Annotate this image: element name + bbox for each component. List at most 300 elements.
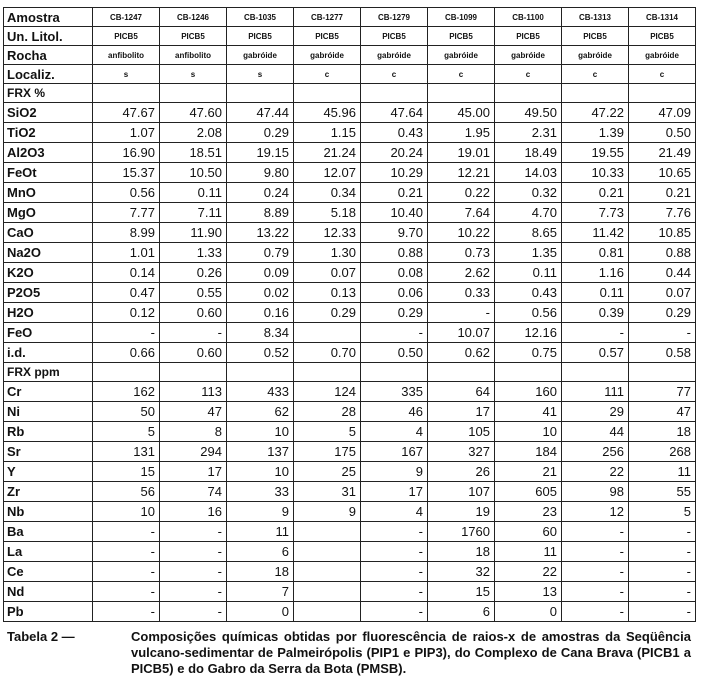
section-empty-cell <box>227 363 294 382</box>
header-row <box>4 65 696 84</box>
table-row <box>4 223 696 243</box>
value-cell: 14.03 <box>495 163 562 183</box>
value-cell: 0.26 <box>160 263 227 283</box>
value-cell: 25 <box>294 462 361 482</box>
header-cell: gabróide <box>629 46 696 65</box>
value-cell: 131 <box>93 442 160 462</box>
value-cell: 17 <box>160 462 227 482</box>
value-cell: - <box>629 602 696 622</box>
header-label: Localiz. <box>4 65 93 84</box>
value-cell: 64 <box>428 382 495 402</box>
value-cell: 1.01 <box>93 243 160 263</box>
value-cell: 0.21 <box>562 183 629 203</box>
row-label: Ni <box>4 402 93 422</box>
row-label: MnO <box>4 183 93 203</box>
value-cell: 0.09 <box>227 263 294 283</box>
value-cell: 0.66 <box>93 343 160 363</box>
section-empty-cell <box>428 363 495 382</box>
value-cell: 0.11 <box>160 183 227 203</box>
value-cell: 8.89 <box>227 203 294 223</box>
value-cell: - <box>562 323 629 343</box>
row-label: Ce <box>4 562 93 582</box>
value-cell: 0.50 <box>361 343 428 363</box>
table-row <box>4 402 696 422</box>
value-cell: 11 <box>227 522 294 542</box>
value-cell: 47 <box>160 402 227 422</box>
value-cell: 0.22 <box>428 183 495 203</box>
value-cell: 26 <box>428 462 495 482</box>
value-cell: 11.42 <box>562 223 629 243</box>
value-cell: 0.81 <box>562 243 629 263</box>
header-cell: c <box>428 65 495 84</box>
value-cell: 0.79 <box>227 243 294 263</box>
caption-text: Composições químicas obtidas por fluorescência de raios-x de amostras da Seqüência vulcano-sedimentar de Palmeirópolis (PIP1 e PIP3), do Complexo de Cana Brava (PICB1 a PICB5) e do Gabro da Serra da Bota (PMSB). <box>131 629 691 676</box>
header-cell: CB-1247 <box>93 8 160 27</box>
row-label: Pb <box>4 602 93 622</box>
row-label: CaO <box>4 223 93 243</box>
header-cell: PICB5 <box>160 27 227 46</box>
value-cell: 47.60 <box>160 103 227 123</box>
value-cell: 6 <box>227 542 294 562</box>
value-cell: 9 <box>294 502 361 522</box>
value-cell: 0.14 <box>93 263 160 283</box>
value-cell: 4 <box>361 502 428 522</box>
table-row <box>4 283 696 303</box>
value-cell: - <box>629 582 696 602</box>
value-cell: 1.07 <box>93 123 160 143</box>
value-cell: 74 <box>160 482 227 502</box>
row-label: Zr <box>4 482 93 502</box>
value-cell: 0.29 <box>227 123 294 143</box>
table-row <box>4 422 696 442</box>
value-cell: 21.49 <box>629 143 696 163</box>
value-cell: 18 <box>428 542 495 562</box>
value-cell: 33 <box>227 482 294 502</box>
value-cell: 0.29 <box>294 303 361 323</box>
value-cell: 44 <box>562 422 629 442</box>
header-cell: CB-1100 <box>495 8 562 27</box>
row-label: TiO2 <box>4 123 93 143</box>
section-empty-cell <box>629 84 696 103</box>
header-cell: CB-1246 <box>160 8 227 27</box>
row-label: Y <box>4 462 93 482</box>
section-empty-cell <box>361 363 428 382</box>
section-empty-cell <box>294 363 361 382</box>
value-cell: 9 <box>361 462 428 482</box>
value-cell: - <box>93 522 160 542</box>
value-cell: 47.64 <box>361 103 428 123</box>
value-cell: - <box>160 542 227 562</box>
value-cell: 49.50 <box>495 103 562 123</box>
value-cell: 10.07 <box>428 323 495 343</box>
value-cell: 0.50 <box>629 123 696 143</box>
value-cell: 45.00 <box>428 103 495 123</box>
table-caption <box>7 629 697 677</box>
value-cell: 47.22 <box>562 103 629 123</box>
value-cell: 0.21 <box>361 183 428 203</box>
value-cell: 10.50 <box>160 163 227 183</box>
value-cell: 0.56 <box>93 183 160 203</box>
value-cell: - <box>93 582 160 602</box>
value-cell: 56 <box>93 482 160 502</box>
value-cell: 21 <box>495 462 562 482</box>
header-row <box>4 27 696 46</box>
value-cell: 19.55 <box>562 143 629 163</box>
header-cell: CB-1279 <box>361 8 428 27</box>
value-cell: - <box>562 602 629 622</box>
value-cell: 8 <box>160 422 227 442</box>
value-cell: 12 <box>562 502 629 522</box>
value-cell: - <box>93 562 160 582</box>
row-label: SiO2 <box>4 103 93 123</box>
value-cell: 10.33 <box>562 163 629 183</box>
value-cell: 0.47 <box>93 283 160 303</box>
value-cell: - <box>160 323 227 343</box>
value-cell <box>294 542 361 562</box>
value-cell: 23 <box>495 502 562 522</box>
value-cell: 47.67 <box>93 103 160 123</box>
value-cell: 13.22 <box>227 223 294 243</box>
value-cell: - <box>629 562 696 582</box>
header-cell: gabróide <box>495 46 562 65</box>
value-cell: 0.88 <box>629 243 696 263</box>
table-row <box>4 203 696 223</box>
header-cell: anfibolito <box>93 46 160 65</box>
value-cell: 4 <box>361 422 428 442</box>
value-cell: 0.16 <box>227 303 294 323</box>
header-cell: PICB5 <box>361 27 428 46</box>
value-cell: 12.21 <box>428 163 495 183</box>
value-cell: 15.37 <box>93 163 160 183</box>
value-cell: 4.70 <box>495 203 562 223</box>
value-cell: 0.56 <box>495 303 562 323</box>
value-cell: 335 <box>361 382 428 402</box>
value-cell: 162 <box>93 382 160 402</box>
row-label: P2O5 <box>4 283 93 303</box>
value-cell: 0.08 <box>361 263 428 283</box>
value-cell: 16 <box>160 502 227 522</box>
section-empty-cell <box>227 84 294 103</box>
header-label: Rocha <box>4 46 93 65</box>
value-cell: 19.15 <box>227 143 294 163</box>
value-cell: 0.57 <box>562 343 629 363</box>
value-cell: 47.44 <box>227 103 294 123</box>
value-cell: 7.11 <box>160 203 227 223</box>
value-cell: 0.32 <box>495 183 562 203</box>
table-row <box>4 502 696 522</box>
value-cell: 7.77 <box>93 203 160 223</box>
value-cell: - <box>562 542 629 562</box>
value-cell: 0 <box>495 602 562 622</box>
value-cell: 22 <box>562 462 629 482</box>
table-row <box>4 542 696 562</box>
value-cell: 0.06 <box>361 283 428 303</box>
header-cell: gabróide <box>294 46 361 65</box>
value-cell: 1.35 <box>495 243 562 263</box>
header-cell: CB-1313 <box>562 8 629 27</box>
table-row <box>4 243 696 263</box>
value-cell: 0.11 <box>495 263 562 283</box>
section-empty-cell <box>93 363 160 382</box>
value-cell: 0.07 <box>294 263 361 283</box>
value-cell: 10.22 <box>428 223 495 243</box>
value-cell: 45.96 <box>294 103 361 123</box>
value-cell: 9.80 <box>227 163 294 183</box>
value-cell: - <box>93 323 160 343</box>
value-cell: 433 <box>227 382 294 402</box>
value-cell: 0.60 <box>160 343 227 363</box>
value-cell: - <box>361 542 428 562</box>
row-label: i.d. <box>4 343 93 363</box>
value-cell: 16.90 <box>93 143 160 163</box>
value-cell: 98 <box>562 482 629 502</box>
table-row <box>4 582 696 602</box>
value-cell <box>294 323 361 343</box>
row-label: Na2O <box>4 243 93 263</box>
value-cell: 11 <box>629 462 696 482</box>
value-cell: 0.13 <box>294 283 361 303</box>
header-cell: CB-1035 <box>227 8 294 27</box>
value-cell: 0.52 <box>227 343 294 363</box>
value-cell: - <box>361 562 428 582</box>
value-cell: 18.51 <box>160 143 227 163</box>
value-cell: 17 <box>428 402 495 422</box>
header-cell: PICB5 <box>227 27 294 46</box>
table-row <box>4 143 696 163</box>
section-empty-cell <box>294 84 361 103</box>
value-cell: - <box>93 602 160 622</box>
value-cell: 18 <box>629 422 696 442</box>
table-row <box>4 462 696 482</box>
value-cell: 21.24 <box>294 143 361 163</box>
header-cell: c <box>294 65 361 84</box>
value-cell: 19 <box>428 502 495 522</box>
value-cell: 1.95 <box>428 123 495 143</box>
header-cell: PICB5 <box>93 27 160 46</box>
header-cell: PICB5 <box>428 27 495 46</box>
header-cell: CB-1314 <box>629 8 696 27</box>
value-cell <box>294 582 361 602</box>
section-empty-cell <box>428 84 495 103</box>
value-cell: 0.12 <box>93 303 160 323</box>
value-cell: - <box>361 522 428 542</box>
section-row <box>4 363 696 382</box>
value-cell: 0.62 <box>428 343 495 363</box>
value-cell: 10 <box>227 462 294 482</box>
value-cell: 0.43 <box>361 123 428 143</box>
value-cell: - <box>629 522 696 542</box>
section-empty-cell <box>562 363 629 382</box>
value-cell: 8.99 <box>93 223 160 243</box>
table-row <box>4 382 696 402</box>
section-title: FRX % <box>4 84 93 103</box>
value-cell <box>294 522 361 542</box>
value-cell: 55 <box>629 482 696 502</box>
value-cell: 2.31 <box>495 123 562 143</box>
value-cell: 1.33 <box>160 243 227 263</box>
value-cell: - <box>562 582 629 602</box>
value-cell: 1.16 <box>562 263 629 283</box>
table-row <box>4 442 696 462</box>
value-cell: 8.34 <box>227 323 294 343</box>
value-cell: 111 <box>562 382 629 402</box>
value-cell: - <box>562 522 629 542</box>
section-empty-cell <box>361 84 428 103</box>
value-cell: 0.58 <box>629 343 696 363</box>
value-cell: - <box>361 582 428 602</box>
value-cell: - <box>629 542 696 562</box>
header-row <box>4 8 696 27</box>
value-cell: 0.29 <box>361 303 428 323</box>
value-cell: 0.33 <box>428 283 495 303</box>
value-cell: 124 <box>294 382 361 402</box>
value-cell: 10 <box>93 502 160 522</box>
value-cell: 2.62 <box>428 263 495 283</box>
header-cell: c <box>495 65 562 84</box>
value-cell: 10 <box>227 422 294 442</box>
value-cell: 29 <box>562 402 629 422</box>
value-cell: 46 <box>361 402 428 422</box>
section-empty-cell <box>562 84 629 103</box>
value-cell: 15 <box>428 582 495 602</box>
value-cell: 13 <box>495 582 562 602</box>
value-cell: 0 <box>227 602 294 622</box>
value-cell: 175 <box>294 442 361 462</box>
section-empty-cell <box>495 84 562 103</box>
value-cell: - <box>160 562 227 582</box>
value-cell: 5 <box>294 422 361 442</box>
table-row <box>4 562 696 582</box>
value-cell: - <box>160 602 227 622</box>
value-cell: 22 <box>495 562 562 582</box>
row-label: Nd <box>4 582 93 602</box>
value-cell: 294 <box>160 442 227 462</box>
section-empty-cell <box>160 363 227 382</box>
value-cell: 10.29 <box>361 163 428 183</box>
value-cell: 5 <box>629 502 696 522</box>
value-cell: 12.07 <box>294 163 361 183</box>
header-cell: PICB5 <box>562 27 629 46</box>
table-row <box>4 263 696 283</box>
value-cell: 256 <box>562 442 629 462</box>
table-row <box>4 123 696 143</box>
row-label: Nb <box>4 502 93 522</box>
row-label: MgO <box>4 203 93 223</box>
header-cell: s <box>160 65 227 84</box>
header-label: Un. Litol. <box>4 27 93 46</box>
value-cell: - <box>361 323 428 343</box>
header-cell: gabróide <box>227 46 294 65</box>
value-cell: 60 <box>495 522 562 542</box>
header-cell: s <box>93 65 160 84</box>
value-cell: - <box>160 582 227 602</box>
geochemistry-table <box>3 7 696 622</box>
value-cell: 10.65 <box>629 163 696 183</box>
value-cell: 31 <box>294 482 361 502</box>
value-cell: 1.15 <box>294 123 361 143</box>
value-cell: 10.40 <box>361 203 428 223</box>
row-label: Al2O3 <box>4 143 93 163</box>
table-row <box>4 343 696 363</box>
value-cell: 7.76 <box>629 203 696 223</box>
table-row <box>4 183 696 203</box>
value-cell: 268 <box>629 442 696 462</box>
value-cell: 41 <box>495 402 562 422</box>
row-label: Ba <box>4 522 93 542</box>
table-row <box>4 323 696 343</box>
table-row <box>4 482 696 502</box>
value-cell: 105 <box>428 422 495 442</box>
section-row <box>4 84 696 103</box>
header-cell: anfibolito <box>160 46 227 65</box>
value-cell: 9 <box>227 502 294 522</box>
row-label: La <box>4 542 93 562</box>
value-cell: 7.64 <box>428 203 495 223</box>
value-cell: 1.39 <box>562 123 629 143</box>
header-cell: c <box>629 65 696 84</box>
row-label: FeO <box>4 323 93 343</box>
header-cell: c <box>361 65 428 84</box>
header-cell: gabróide <box>562 46 629 65</box>
value-cell: - <box>562 562 629 582</box>
value-cell: 184 <box>495 442 562 462</box>
section-empty-cell <box>495 363 562 382</box>
value-cell: 12.33 <box>294 223 361 243</box>
row-label: H2O <box>4 303 93 323</box>
value-cell: 167 <box>361 442 428 462</box>
value-cell: 17 <box>361 482 428 502</box>
value-cell: 0.29 <box>629 303 696 323</box>
value-cell: 11.90 <box>160 223 227 243</box>
header-cell: PICB5 <box>294 27 361 46</box>
value-cell: 10 <box>495 422 562 442</box>
value-cell: 1760 <box>428 522 495 542</box>
value-cell: 0.24 <box>227 183 294 203</box>
value-cell: 9.70 <box>361 223 428 243</box>
value-cell: 0.55 <box>160 283 227 303</box>
caption-label: Tabela 2 — <box>7 629 75 644</box>
value-cell <box>294 602 361 622</box>
value-cell: 0.70 <box>294 343 361 363</box>
value-cell: 11 <box>495 542 562 562</box>
value-cell: 5 <box>93 422 160 442</box>
table-row <box>4 602 696 622</box>
value-cell: 0.43 <box>495 283 562 303</box>
value-cell: 5.18 <box>294 203 361 223</box>
value-cell: - <box>428 303 495 323</box>
header-cell: CB-1099 <box>428 8 495 27</box>
value-cell: 0.02 <box>227 283 294 303</box>
value-cell: - <box>629 323 696 343</box>
value-cell: 0.21 <box>629 183 696 203</box>
value-cell: 15 <box>93 462 160 482</box>
header-row <box>4 46 696 65</box>
table-row <box>4 103 696 123</box>
value-cell: 62 <box>227 402 294 422</box>
header-cell: c <box>562 65 629 84</box>
table-row <box>4 303 696 323</box>
row-label: Cr <box>4 382 93 402</box>
value-cell: 0.44 <box>629 263 696 283</box>
value-cell: 0.88 <box>361 243 428 263</box>
header-cell: s <box>227 65 294 84</box>
section-empty-cell <box>93 84 160 103</box>
section-title: FRX ppm <box>4 363 93 382</box>
value-cell: 1.30 <box>294 243 361 263</box>
header-cell: CB-1277 <box>294 8 361 27</box>
value-cell: 19.01 <box>428 143 495 163</box>
value-cell: 77 <box>629 382 696 402</box>
